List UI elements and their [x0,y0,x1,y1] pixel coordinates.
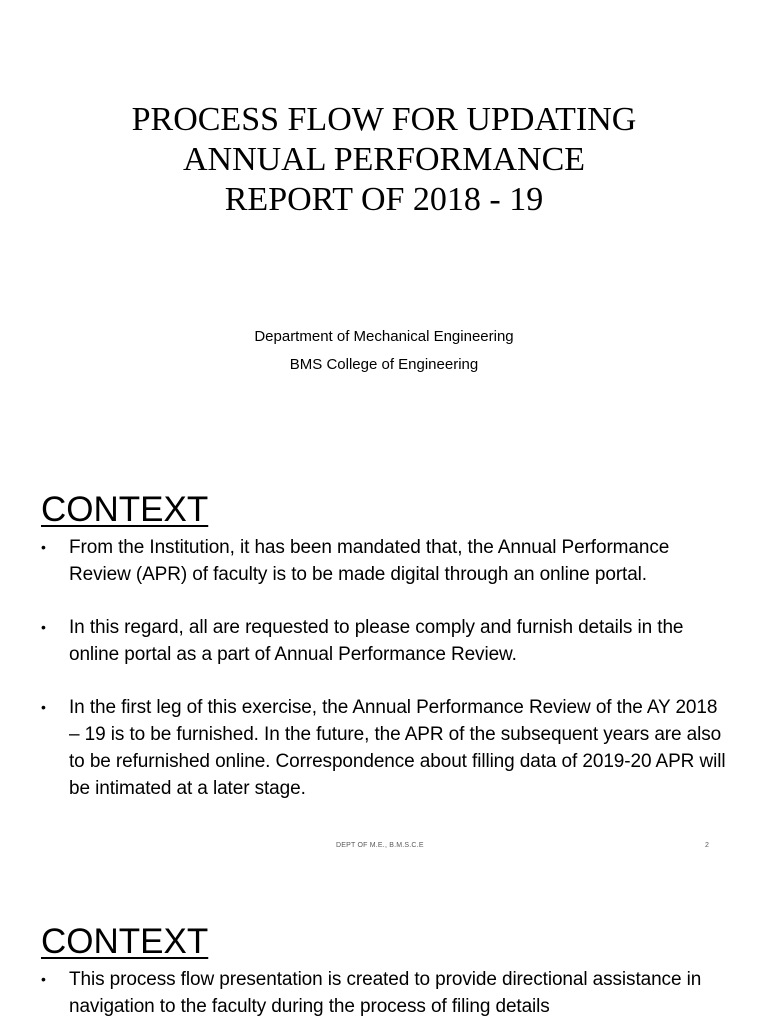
bullet-text: In the first leg of this exercise, the Annual Performance Review of the AY 2018 – 19 is to be furnished. In the future, the APR of the subsequent years are also to be refurnished online. Correspondence about filling data of 2019-20 APR will be intimated at a later stage. [69,697,726,799]
title-slide [0,0,768,470]
bullet-list [41,534,731,828]
title-line-3: REPORT OF 2018 - 19 [224,181,544,218]
bullet-item [41,614,731,668]
bullet-item [41,534,731,588]
bullet-list [41,966,731,1024]
bullet-item [41,694,731,802]
bullet-item [41,966,731,1020]
bullet-dot-icon: • [41,699,46,715]
bullet-text: From the Institution, it has been mandated that, the Annual Performance Review (APR) of faculty is to be made digital through an online portal. [69,537,670,585]
slide-footer: DEPT OF M.E., B.M.S.C.E [336,842,424,849]
bullet-dot-icon: • [41,971,46,987]
college-name: BMS College of Engineering [289,356,479,373]
bullet-text: This process flow presentation is created to provide directional assistance in navigation to the faculty during the process of filing details [69,969,702,1017]
bullet-text: In this regard, all are requested to please comply and furnish details in the online portal as a part of Annual Performance Review. [69,617,684,665]
title-line-2: ANNUAL PERFORMANCE [182,141,586,178]
bullet-dot-icon: • [41,539,46,555]
title-line-1: PROCESS FLOW FOR UPDATING [131,101,637,138]
slide-heading: CONTEXT [41,922,209,961]
context-slide [0,470,768,870]
page-number: 2 [705,842,710,849]
bullet-dot-icon: • [41,619,46,635]
slide-heading: CONTEXT [41,490,209,529]
context-slide [0,902,768,1024]
department-name: Department of Mechanical Engineering [254,328,514,345]
